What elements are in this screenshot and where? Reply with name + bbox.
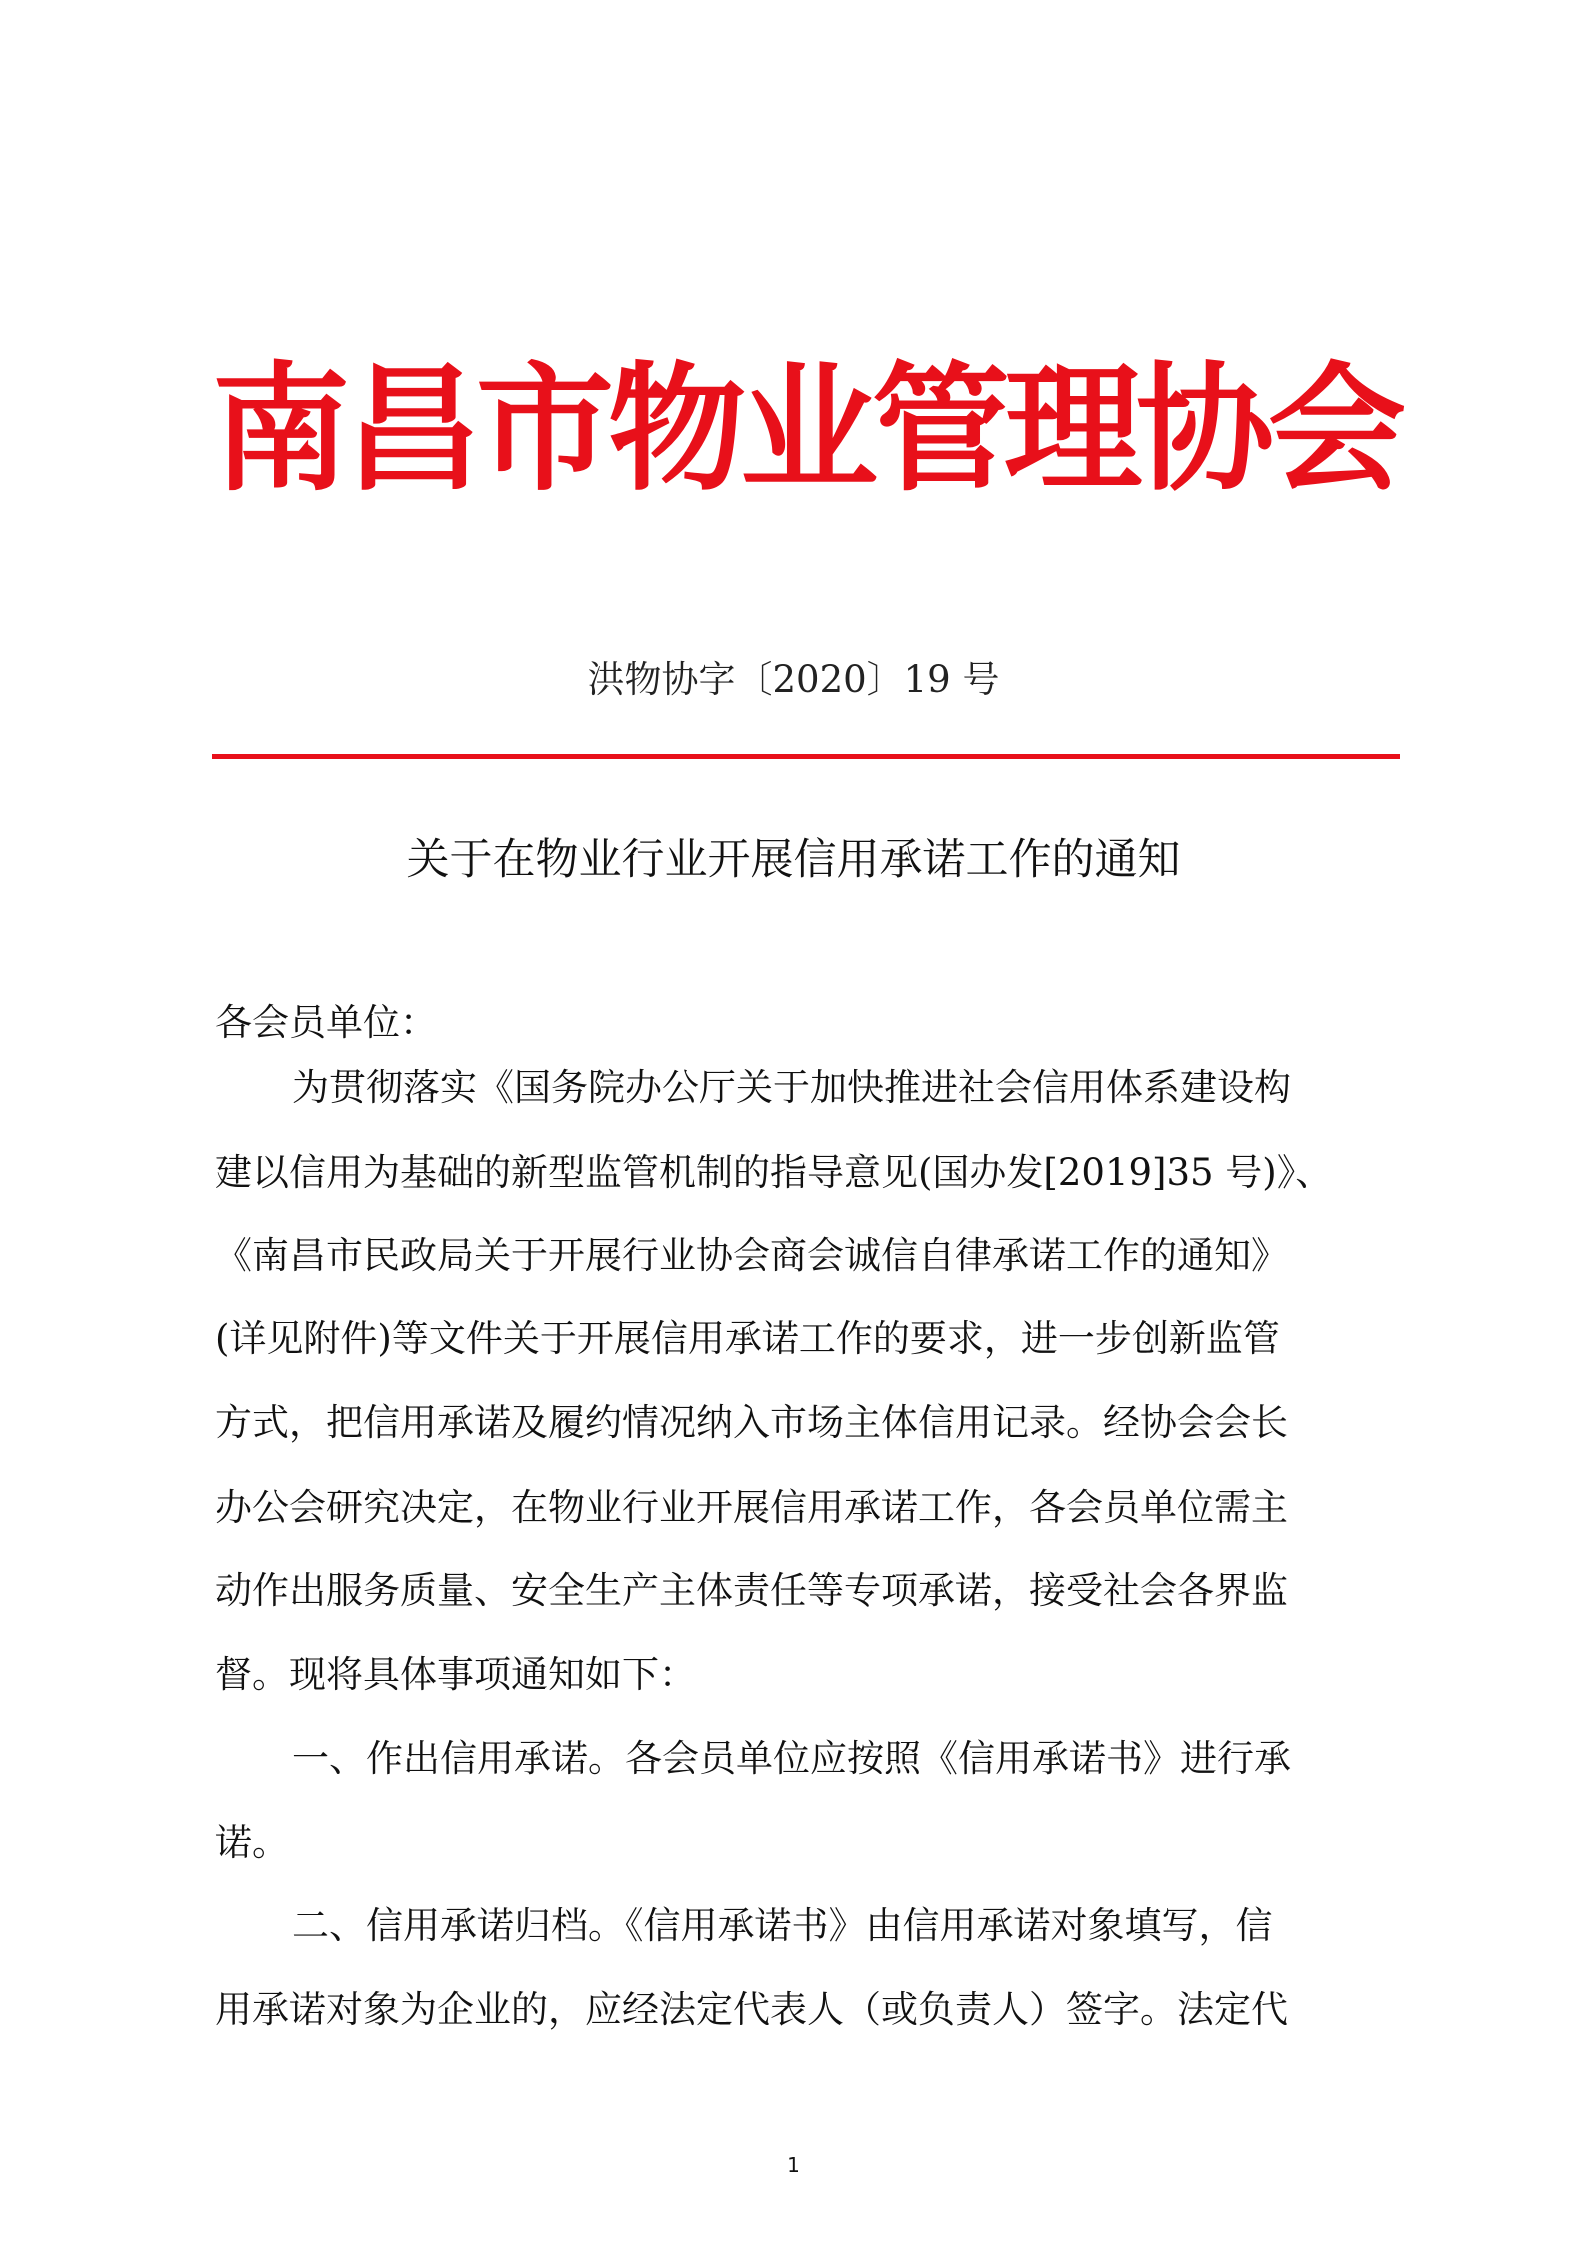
salutation: 各会员单位： [215, 1001, 437, 1044]
notice-title: 关于在物业行业开展信用承诺工作的通知 [406, 835, 1181, 885]
body-line: 用承诺对象为企业的，应经法定代表人（或负责人）签字。法定代 [215, 1988, 1288, 2031]
organization-title: 南昌市物业管理协会 [212, 349, 1401, 510]
body-line: 二、信用承诺归档。《信用承诺书》由信用承诺对象填写，信 [292, 1904, 1273, 1947]
body-line: 《南昌市民政局关于开展行业协会商会诚信自律承诺工作的通知》 [215, 1234, 1288, 1277]
page-number: 1 [787, 2153, 800, 2177]
body-line: 为贯彻落实《国务院办公厅关于加快推进社会信用体系建设构 [292, 1066, 1291, 1109]
body-line: (详见附件)等文件关于开展信用承诺工作的要求，进一步创新监管 [215, 1317, 1280, 1360]
body-line: 方式，把信用承诺及履约情况纳入市场主体信用记录。经协会会长 [215, 1401, 1288, 1444]
body-line: 办公会研究决定，在物业行业开展信用承诺工作，各会员单位需主 [215, 1486, 1288, 1529]
body-line: 一、作出信用承诺。各会员单位应按照《信用承诺书》进行承 [292, 1737, 1291, 1780]
body-line: 诺。 [215, 1821, 289, 1864]
red-divider [212, 754, 1400, 759]
document-number: 洪物协字〔2020〕19 号 [587, 658, 1000, 701]
body-line: 督。现将具体事项通知如下： [215, 1653, 696, 1696]
body-line: 动作出服务质量、安全生产主体责任等专项承诺，接受社会各界监 [215, 1569, 1288, 1612]
body-line: 建以信用为基础的新型监管机制的指导意见(国办发[2019]35 号)》、 [215, 1151, 1333, 1194]
